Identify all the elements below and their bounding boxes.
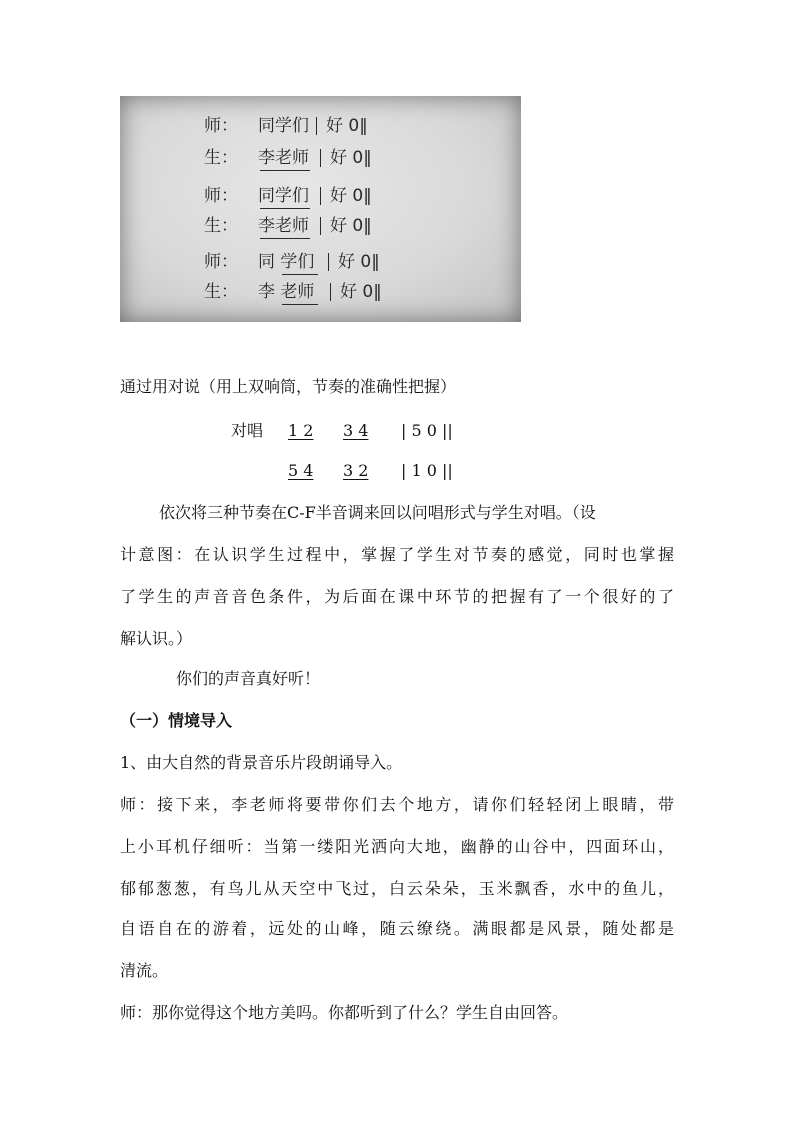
photo-tail: 好 0‖ <box>338 252 380 272</box>
para1-line: 依次将三种节奏在C-F半音调来回以问唱形式与学生对唱。（设 <box>159 503 596 522</box>
underline-mark <box>260 238 310 239</box>
photo-name: 同学们 <box>258 116 309 136</box>
note-rest: | 5 0 || <box>401 421 453 440</box>
photo-speaker: 生： <box>204 282 238 302</box>
photo-speaker: 师： <box>204 186 238 206</box>
para1-line: 了学生的声音音色条件，为后面在课中环节的把握有了一个很好的了 <box>120 587 674 606</box>
para1-line: 解认识。） <box>120 629 193 648</box>
notation-line-1 <box>231 420 453 442</box>
photo-name: 同学们 <box>258 186 309 206</box>
underline-mark <box>282 274 318 275</box>
note-group: 1 2 <box>288 421 314 440</box>
photo-tail: 好 0‖ <box>330 216 372 236</box>
photo-name: 李老师 <box>258 148 309 168</box>
intro-line: 通过用对说（用上双响筒，节奏的准确性把握） <box>120 377 457 396</box>
para1-line: 计意图：在认识学生过程中，掌握了学生对节奏的感觉，同时也掌握 <box>120 545 674 564</box>
praise-line: 你们的声音真好听！ <box>176 669 321 688</box>
question-line: 师：那你觉得这个地方美吗。你都听到了什么？学生自由回答。 <box>120 1003 569 1022</box>
barline <box>320 217 321 235</box>
barline <box>320 149 321 167</box>
note-group: 5 4 <box>288 461 314 480</box>
note-group: 3 2 <box>343 461 369 480</box>
para2-line: 清流。 <box>120 961 169 980</box>
photo-tail: 好 0‖ <box>330 148 372 168</box>
photo-speaker: 师： <box>204 252 238 272</box>
item-1: 1、由大自然的背景音乐片段朗诵导入。 <box>120 753 403 772</box>
handwritten-notes-photo <box>120 96 521 322</box>
barline <box>320 187 321 205</box>
barline <box>330 283 331 301</box>
note-rest: | 1 0 || <box>401 461 453 480</box>
notation-label: 对唱 <box>231 421 264 440</box>
photo-tail: 好 0‖ <box>340 282 382 302</box>
photo-speaker: 生： <box>204 216 238 236</box>
underline-mark <box>282 304 318 305</box>
photo-name: 李老师 <box>258 216 309 236</box>
para2-line: 师：接下来，李老师将要带你们去个地方，请你们轻轻闭上眼睛，带 <box>120 795 674 814</box>
photo-name: 同 学们 <box>258 252 315 272</box>
para2-line: 上小耳机仔细听：当第一缕阳光洒向大地，幽静的山谷中，四面环山， <box>120 837 674 856</box>
underline-mark <box>260 170 310 171</box>
photo-tail: 好 0‖ <box>330 186 372 206</box>
barline <box>328 253 329 271</box>
photo-speaker: 生： <box>204 148 238 168</box>
note-group: 3 4 <box>343 421 369 440</box>
photo-speaker: 师： <box>204 116 238 136</box>
photo-name: 李 老师 <box>258 282 315 302</box>
barline <box>316 117 317 135</box>
para2-line: 自语自在的游着，远处的山峰，随云缭绕。满眼都是风景，随处都是 <box>120 919 674 938</box>
photo-tail: 好 0‖ <box>326 116 368 136</box>
underline-mark <box>260 208 310 209</box>
section-heading: （一）情境导入 <box>120 711 233 730</box>
para2-line: 郁郁葱葱，有鸟儿从天空中飞过，白云朵朵，玉米飘香，水中的鱼儿， <box>120 879 674 898</box>
